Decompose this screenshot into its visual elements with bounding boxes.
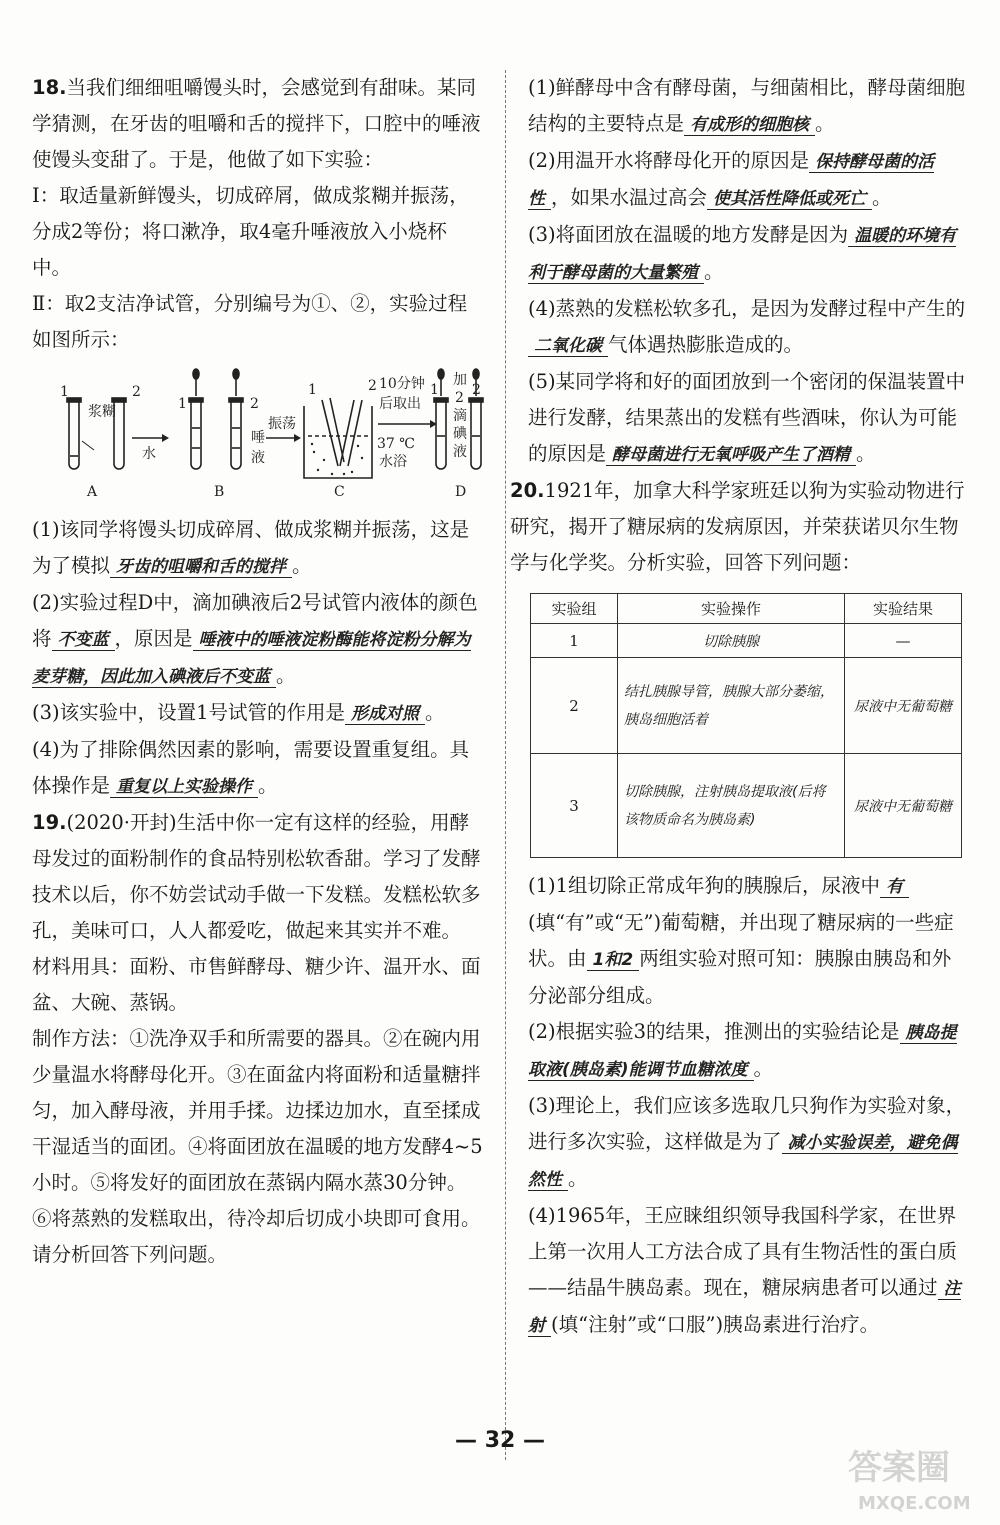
answer-2b: 使其活性降低或死亡 [707, 189, 872, 210]
table-cell: 切除胰腺，注射胰岛提取液(后将该物质命名为胰岛素) [618, 754, 845, 858]
experiment-figure [32, 366, 484, 506]
answer-4: 二氧化碳 [528, 336, 608, 357]
label-2: 2 [368, 378, 377, 394]
table-cell: — [845, 624, 962, 658]
q18-part-2: (2)实验过程D中，滴加碘液后2号试管内液体的颜色将 不变蓝 ，原因是 唾液中的唾液淀粉酶能将淀粉分解为麦芽糖，因此加入碘液后不变蓝 。 [32, 591, 478, 687]
question-number: 20. [510, 479, 545, 502]
paste-label: 浆糊 [88, 404, 116, 420]
label-1: 1 [308, 382, 317, 398]
label-c: C [334, 484, 345, 500]
table-row [531, 754, 962, 858]
question-number: 18. [32, 76, 67, 99]
q20-part-4: (4)1965年，王应睐组织领导我国科学家，在世界上第一次用人工方法合成了具有生物活性的蛋白质——结晶牛胰岛素。现在，糖尿病患者可以通过 注射 (填“注射”或“口服”)胰岛素进行治疗。 [528, 1204, 961, 1336]
materials: 材料用具：面粉、市售鲜酵母、糖少许、温开水、面盆、大碗、蒸锅。 [32, 955, 481, 1014]
iodine-label-5: 液 [453, 444, 467, 460]
wait-label-1: 10分钟 [379, 376, 425, 392]
saliva-label-1: 唾 [251, 430, 265, 446]
answer-1a: 有 [880, 877, 909, 898]
label-1: 1 [430, 382, 439, 398]
q18-part-1: (1)该同学将馒头切成碎屑、做成浆糊并振荡，这是为了模拟 牙齿的咀嚼和舌的搅拌 。 [32, 518, 470, 577]
tube-b1 [189, 369, 203, 469]
question-19-parts [528, 70, 968, 473]
table-cell: 2 [531, 658, 618, 754]
table-cell: 尿液中无葡萄糖 [845, 754, 962, 858]
table-cell: 尿液中无葡萄糖 [845, 658, 962, 754]
table-cell: 1 [531, 624, 618, 658]
wait-label-2: 后取出 [379, 396, 421, 412]
question-20-body [528, 593, 968, 1344]
table-header-row [531, 594, 962, 624]
label-2: 2 [472, 382, 481, 398]
table-row [531, 658, 962, 754]
tube-b2 [229, 369, 243, 469]
question-intro: (2020·开封)生活中你一定有这样的经验，用酵母发过的面粉制作的食品特别松软香甜。学习了发酵技术以后，你不妨尝试动手做一下发糕。发糕松软多孔，美味可口，人人都爱吃，做起来其实并不难。 [32, 811, 481, 942]
water-label: 水 [142, 446, 156, 462]
question-20 [510, 473, 968, 581]
answer-1: 有成形的细胞核 [684, 115, 815, 136]
table-cell: 结扎胰腺导管，胰腺大部分萎缩，胰岛细胞活着 [618, 658, 845, 754]
question-19 [32, 805, 484, 1273]
answer-5: 酵母菌进行无氧呼吸产生了酒精 [606, 445, 856, 466]
answer-2: 胰岛提取液(胰岛素)能调节血糖浓度 [528, 1023, 957, 1080]
answer-3: 减小实验误差，避免偶然性 [528, 1133, 958, 1190]
q20-part-3: (3)理论上，我们应该多选取几只狗作为实验对象，进行多次实验，这样做是为了 减小实验误差，避免偶然性 。 [528, 1094, 966, 1190]
svg-text:MXQE.COM: MXQE.COM [858, 1493, 971, 1514]
water-bath-beaker [304, 398, 372, 478]
answer-3: 温暖的环境有利于酵母菌的大量繁殖 [528, 226, 957, 283]
left-column [32, 70, 484, 1273]
svg-text:答案圈: 答案圈 [848, 1448, 950, 1488]
table-cell: 切除胰腺 [618, 624, 845, 658]
q20-part-2: (2)根据实验3的结果，推测出的实验结论是 胰岛提取液(胰岛素)能调节血糖浓度 。 [528, 1020, 957, 1080]
right-column [510, 70, 968, 1344]
column-divider [505, 70, 506, 1460]
saliva-label-2: 液 [251, 450, 265, 466]
step-1: Ⅰ：取适量新鲜馒头，切成碎屑，做成浆糊并振荡，分成2等份；将口漱净，取4毫升唾液放入小烧杯中。 [32, 184, 469, 279]
question-18 [32, 70, 484, 805]
method: 制作方法：①洗净双手和所需要的器具。②在碗内用少量温水将酵母化开。③在面盆内将面粉和适量糖拌匀，加入酵母液，并用手揉。边揉边加水，直至揉成干湿适当的面团。④将面团放在温暖的地方发酵4~5小时。⑤将发好的面团放在蒸锅内隔水蒸30分钟。⑥将蒸熟的发糕取出，待冷却后切成小块即可食用。 [32, 1027, 483, 1230]
label-1: 1 [60, 384, 69, 400]
label-b: B [214, 484, 225, 500]
q19-part-1: (1)鲜酵母中含有酵母菌，与细菌相比，酵母菌细胞结构的主要特点是 有成形的细胞核 。 [528, 76, 966, 135]
label-1: 1 [178, 396, 187, 412]
table-header: 实验组 [531, 594, 618, 624]
table-header: 实验结果 [845, 594, 962, 624]
question-number: 19. [32, 811, 67, 834]
q18-part-4: (4)为了排除偶然因素的影响，需要设置重复组。具体操作是 重复以上实验操作 。 [32, 738, 470, 797]
bath-label-2: 水浴 [379, 454, 407, 470]
answer-2a: 保持酵母菌的活性 [528, 152, 935, 209]
test-tube-diagram [32, 366, 484, 506]
question-intro: 1921年，加拿大科学家班廷以狗为实验动物进行研究，揭开了糖尿病的发病原因，并荣获诺贝尔生物学与化学奖。分析实验，回答下列问题： [510, 479, 965, 574]
q18-part-3: (3)该实验中，设置1号试管的作用是 形成对照 。 [32, 701, 445, 724]
label-d: D [455, 484, 467, 500]
answer-1: 牙齿的咀嚼和舌的搅拌 [110, 557, 292, 578]
label-a: A [87, 484, 98, 500]
experiment-table [530, 593, 962, 858]
q20-part-1: (1)1组切除正常成年狗的胰腺后，尿液中 有(填“有”或“无”)葡萄糖，并出现了糖尿病的一些症状。由 1和2 两组实验对照可知：胰腺由胰岛和外分泌部分组成。 [528, 874, 954, 1007]
q19-part-2: (2)用温开水将酵母化开的原因是 保持酵母菌的活性 ，如果水温过高会 使其活性降低或死亡 。 [528, 149, 935, 209]
answer-3: 形成对照 [345, 704, 425, 725]
q19-part-5: (5)某同学将和好的面团放到一个密闭的保温装置中进行发酵，结果蒸出的发糕有些酒味，你认为可能的原因是 酵母菌进行无氧呼吸产生了酒精 。 [528, 370, 966, 465]
iodine-label-4: 碘 [453, 426, 467, 442]
table-header: 实验操作 [618, 594, 845, 624]
watermark-logo [838, 1439, 988, 1517]
answer-4: 重复以上实验操作 [110, 777, 258, 798]
answer-4: 注射 [528, 1279, 961, 1336]
answer-2b: 唾液中的唾液淀粉酶能将淀粉分解为麦芽糖，因此加入碘液后不变蓝 [32, 630, 471, 687]
iodine-label-1: 加 [453, 372, 467, 388]
question-intro: 当我们细细咀嚼馒头时，会感觉到有甜味。某同学猜测，在牙齿的咀嚼和舌的搅拌下，口腔中的唾液使馒头变甜了。于是，他做了如下实验： [32, 76, 481, 171]
ask: 请分析回答下列问题。 [32, 1243, 228, 1266]
step-2: Ⅱ：取2支洁净试管，分别编号为①、②，实验过程如图所示： [32, 292, 468, 351]
shake-label: 振荡 [268, 416, 296, 432]
table-row [531, 624, 962, 658]
q19-part-4: (4)蒸熟的发糕松软多孔，是因为发酵过程中产生的二氧化碳 气体遇热膨胀造成的。 [528, 297, 966, 356]
tube-a1 [67, 398, 81, 469]
bath-label-1: 37 ℃ [377, 436, 415, 452]
label-2: 2 [132, 384, 141, 400]
q19-part-3: (3)将面团放在温暖的地方发酵是因为 温暖的环境有利于酵母菌的大量繁殖 。 [528, 223, 957, 283]
iodine-label-2: 2 [455, 390, 464, 406]
label-2: 2 [250, 396, 259, 412]
answer-2a: 不变蓝 [52, 630, 115, 651]
answer-1b: 1和2 [587, 950, 640, 971]
page-number: — 32 — [455, 1428, 545, 1453]
table-cell: 3 [531, 754, 618, 858]
iodine-label-3: 滴 [453, 408, 467, 424]
